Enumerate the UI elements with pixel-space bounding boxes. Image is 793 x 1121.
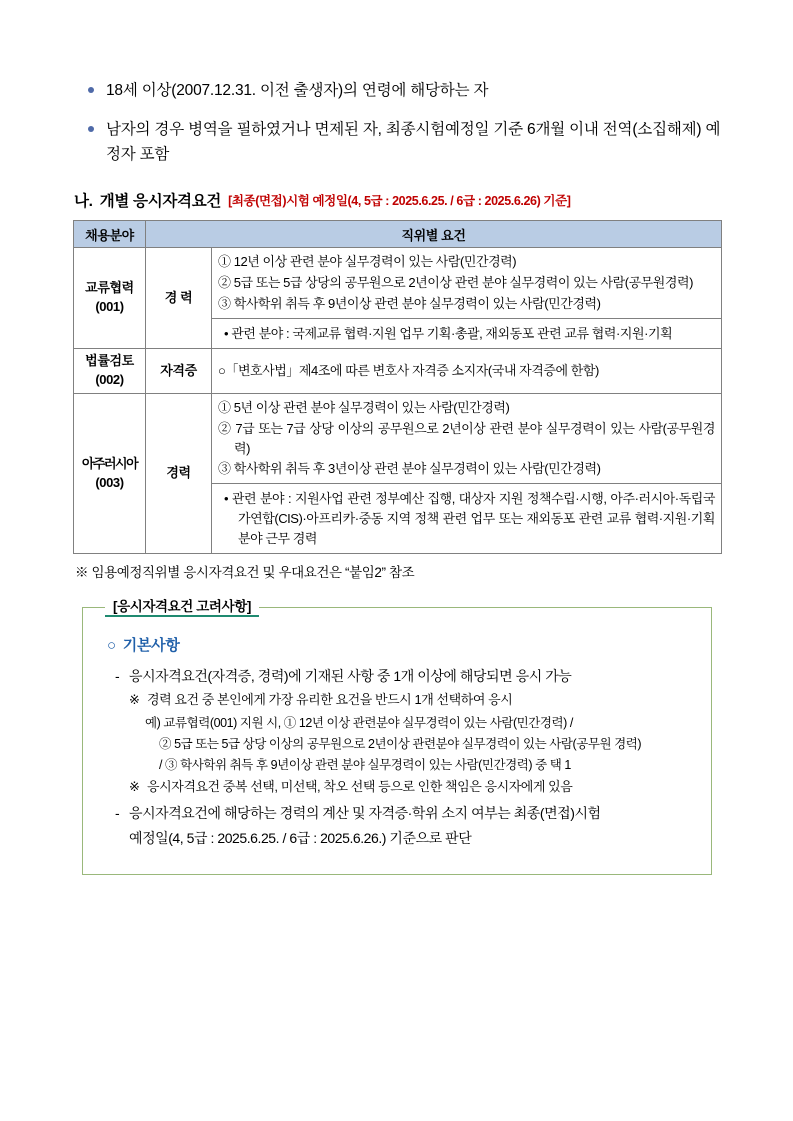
section-heading	[74, 189, 721, 211]
section-number: 나.	[74, 193, 93, 211]
field-name: 교류협력	[85, 280, 134, 296]
cell-type-001: 경 력	[146, 248, 212, 349]
list-item: 18세 이상(2007.12.31. 이전 출생자)의 연령에 해당하는 자	[86, 78, 721, 103]
column-header-requirement: 직위별 요건	[146, 221, 722, 248]
detail-sub-line: • 관련 분야 : 지원사업 관련 정부예산 집행, 대상자 지원 정책수립·시행, 아주·러시아·독립국가연합(CIS)·아프리카·중동 지역 정책 관련 업무 또는 재외동포 관련 교류 협력·지원·기획 분야 근무 경력	[224, 491, 715, 546]
cell-detail-001	[212, 248, 722, 349]
section-note: [최종(면접)시험 예정일(4, 5급 : 2025.6.25. / 6급 : 2025.6.26) 기준]	[228, 194, 571, 209]
callout-note-item: ※ 응시자격요건 중복 선택, 미선택, 착오 선택 등으로 인한 책임은 응시자에게 있음	[129, 777, 689, 798]
table-row	[74, 248, 722, 349]
detail-line: ① 5년 이상 관련 분야 실무경력이 있는 사람(민간경력)	[218, 400, 510, 416]
callout-dash-continuation: 예정일(4, 5급 : 2025.6.25. / 6급 : 2025.6.26.) 기준으로 판단	[129, 829, 472, 846]
detail-line: ① 12년 이상 관련 분야 실무경력이 있는 사람(민간경력)	[218, 254, 517, 270]
table-row	[74, 394, 722, 554]
callout-example-line: 예) 교류협력(001) 지원 시, ① 12년 이상 관련분야 실무경력이 있는 사람(민간경력) /	[145, 715, 573, 730]
table-footnote: ※ 임용예정직위별 응시자격요건 및 우대요건은 “붙임2” 참조	[75, 565, 415, 581]
section-title: 개별 응시자격요건	[99, 193, 222, 211]
detail-line: ○「변호사법」제4조에 따른 변호사 자격증 소지자(국내 자격증에 한함)	[218, 363, 599, 379]
cell-field-003	[74, 394, 146, 554]
list-item: 남자의 경우 병역을 필하였거나 면제된 자, 최종시험예정일 기준 6개월 이내 전역(소집해제) 예정자 포함	[86, 117, 721, 167]
table-row	[74, 349, 722, 394]
callout-dash-item: - 응시자격요건(자격증, 경력)에 기재된 사항 중 1개 이상에 해당되면 응시 가능	[113, 665, 689, 688]
field-code: (003)	[95, 474, 124, 490]
detail-subsection	[211, 318, 722, 346]
requirements-table	[73, 220, 722, 554]
detail-line: ③ 학사학위 취득 후 3년이상 관련 분야 실무경력이 있는 사람(민간경력)	[218, 461, 601, 477]
callout-note-item: ※ 경력 요건 중 본인에게 가장 유리한 요건을 반드시 1개 선택하여 응시	[129, 690, 689, 711]
callout-example-line: ② 5급 또는 5급 상당 이상의 공무원으로 2년이상 관련분야 실무경력이 있는 사람(공무원 경력)	[159, 736, 642, 751]
detail-line: ② 5급 또는 5급 상당의 공무원으로 2년이상 관련 분야 실무경력이 있는 사람(공무원경력)	[218, 275, 693, 291]
field-name: 법률검토	[85, 353, 134, 369]
detail-line: ② 7급 또는 7급 상당 이상의 공무원으로 2년이상 관련 분야 실무경력이 있는 사람(공무원경력)	[218, 420, 715, 456]
intro-bullet-list	[86, 78, 721, 167]
callout-heading-text: 기본사항	[122, 637, 180, 655]
table-header	[74, 221, 722, 248]
table-header-row	[74, 221, 722, 248]
detail-sub-line: • 관련 분야 : 국제교류 협력·지원 업무 기획·총괄, 재외동포 관련 교류 협력·지원·기획	[224, 325, 673, 341]
considerations-callout	[82, 599, 712, 874]
field-name: 아주러시아	[81, 455, 138, 471]
detail-subsection	[211, 483, 722, 550]
cell-field-002	[74, 349, 146, 394]
callout-title: [응시자격요건 고려사항]	[105, 595, 259, 617]
detail-line: ③ 학사학위 취득 후 9년이상 관련 분야 실무경력이 있는 사람(민간경력)	[218, 295, 601, 311]
circle-marker-icon: ○	[107, 637, 116, 655]
cell-type-003: 경력	[146, 394, 212, 554]
callout-heading	[107, 634, 689, 655]
cell-detail-002	[212, 349, 722, 394]
field-code: (001)	[95, 299, 124, 315]
callout-example-line: / ③ 학사학위 취득 후 9년이상 관련 분야 실무경력이 있는 사람(민간경력) 중 택 1	[159, 758, 571, 773]
column-header-field: 채용분야	[74, 221, 146, 248]
callout-dash-item: - 응시자격요건에 해당하는 경력의 계산 및 자격증·학위 소지 여부는 최종(면접)시험	[113, 802, 689, 825]
cell-type-002: 자격증	[146, 349, 212, 394]
field-code: (002)	[95, 372, 124, 388]
cell-detail-003	[212, 394, 722, 554]
cell-field-001	[74, 248, 146, 349]
